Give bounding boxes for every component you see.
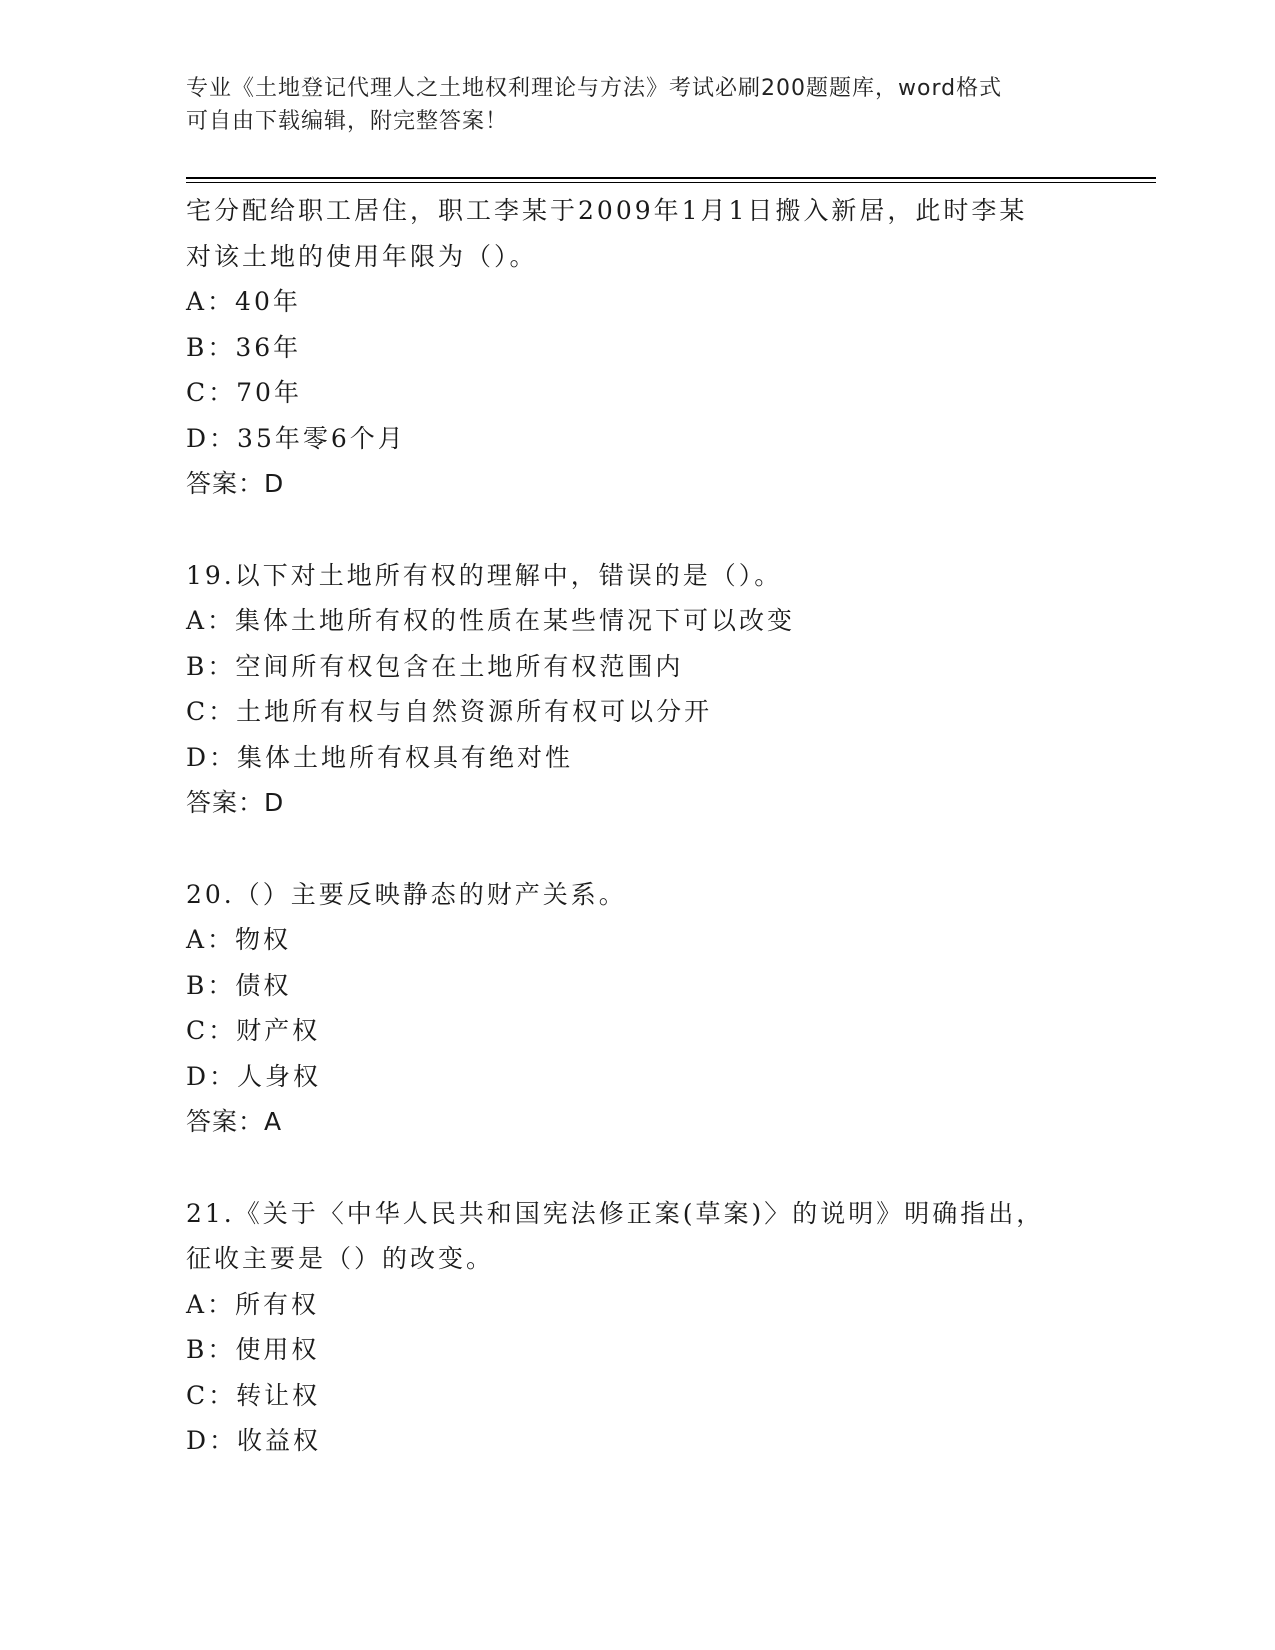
question-stem: 征收主要是（）的改变。 bbox=[186, 1244, 495, 1273]
header-divider-thick bbox=[186, 177, 1156, 179]
question-19 bbox=[186, 553, 1116, 826]
option-d: D：人身权 bbox=[186, 1061, 322, 1091]
header-divider-thin bbox=[186, 182, 1156, 183]
option-a: A：40年 bbox=[186, 287, 301, 316]
header-line-2: 可自由下载编辑，附完整答案！ bbox=[186, 109, 509, 134]
header-line-1: 专业《土地登记代理人之土地权利理论与方法》考试必刷200题题库，word格式 bbox=[186, 76, 1003, 101]
option-c: C：土地所有权与自然资源所有权可以分开 bbox=[186, 697, 713, 726]
option-c: C：70年 bbox=[186, 378, 302, 407]
question-18 bbox=[186, 188, 1116, 507]
option-d: D：收益权 bbox=[186, 1426, 322, 1455]
document-header bbox=[186, 72, 1066, 138]
answer-label: 答案：D bbox=[186, 788, 285, 817]
question-stem: 21.《关于〈中华人民共和国宪法修正案(草案)〉的说明》明确指出， bbox=[186, 1198, 1045, 1228]
answer-label: 答案：D bbox=[186, 469, 285, 498]
option-c: C：转让权 bbox=[186, 1380, 321, 1410]
option-d: D：集体土地所有权具有绝对性 bbox=[186, 742, 574, 772]
option-b: B：36年 bbox=[186, 332, 302, 362]
question-20 bbox=[186, 872, 1116, 1145]
option-a: A：所有权 bbox=[186, 1289, 320, 1319]
question-stem: 对该土地的使用年限为（）。 bbox=[186, 241, 538, 271]
question-21 bbox=[186, 1191, 1116, 1464]
option-b: B：使用权 bbox=[186, 1335, 320, 1364]
option-a: A：物权 bbox=[186, 925, 292, 954]
option-a: A：集体土地所有权的性质在某些情况下可以改变 bbox=[186, 606, 796, 635]
question-stem: 宅分配给职工居住，职工李某于2009年1月1日搬入新居，此时李某 bbox=[186, 196, 1028, 225]
option-c: C：财产权 bbox=[186, 1016, 321, 1045]
option-b: B：空间所有权包含在土地所有权范围内 bbox=[186, 651, 684, 681]
question-stem: 19.以下对土地所有权的理解中，错误的是（）。 bbox=[186, 560, 783, 590]
answer-label: 答案：A bbox=[186, 1107, 283, 1136]
question-stem: 20.（）主要反映静态的财产关系。 bbox=[186, 879, 627, 909]
option-b: B：债权 bbox=[186, 970, 292, 1000]
option-d: D：35年零6个月 bbox=[186, 423, 406, 453]
question-list bbox=[186, 188, 1116, 1464]
